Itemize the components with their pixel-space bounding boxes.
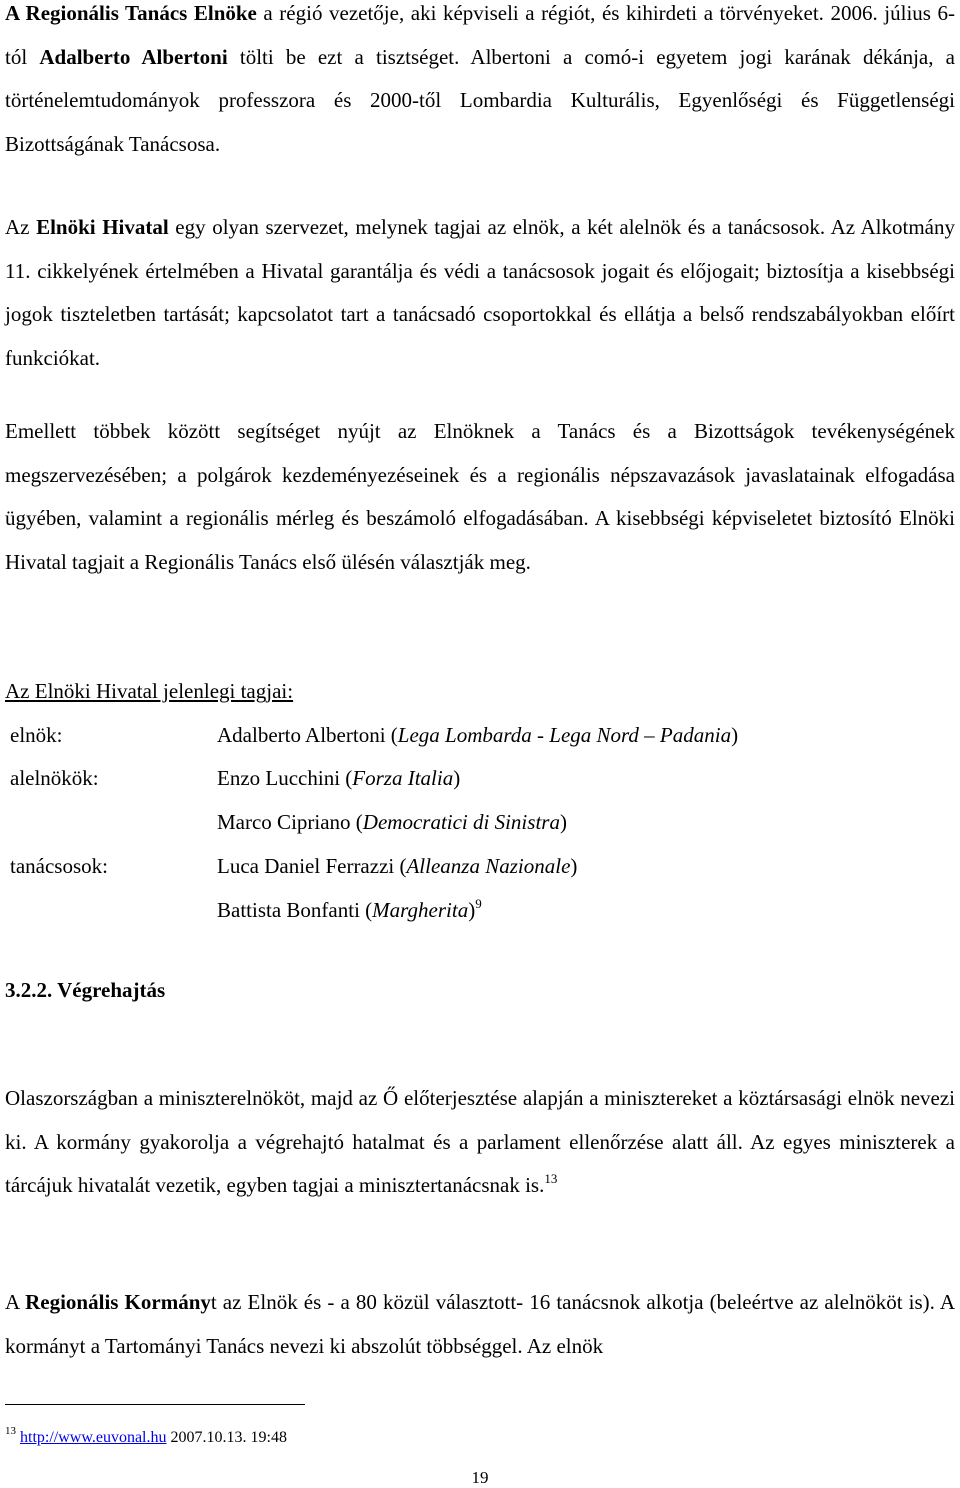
member-name bbox=[217, 714, 738, 757]
footnote-number: 13 bbox=[5, 1425, 16, 1437]
paragraph-regional-government bbox=[5, 1281, 955, 1368]
paragraph-presidential-office bbox=[5, 206, 955, 380]
text-run: A bbox=[5, 1290, 26, 1314]
footnote-ref[interactable]: 13 bbox=[544, 1171, 558, 1186]
member-party: Democratici di Sinistra bbox=[362, 810, 560, 834]
footnote-divider bbox=[5, 1404, 305, 1405]
member-party: Lega Lombarda - Lega Nord – Padania bbox=[397, 723, 732, 747]
bold-term: A Regionális Tanács Elnöke bbox=[5, 1, 257, 25]
paragraph-regional-council-president bbox=[5, 0, 955, 166]
footnote bbox=[5, 1425, 287, 1448]
member-name bbox=[217, 757, 460, 800]
paren-close: ) bbox=[559, 810, 567, 834]
member-role: alelnökök: bbox=[10, 766, 99, 790]
member-name-text: Luca Daniel Ferrazzi ( bbox=[217, 854, 407, 878]
section-heading: 3.2.2. Végrehajtás bbox=[5, 978, 166, 1002]
member-party: Alleanza Nazionale bbox=[406, 854, 571, 878]
member-role: tanácsosok: bbox=[10, 854, 108, 878]
member-name bbox=[217, 845, 577, 888]
bold-term: Elnöki Hivatal bbox=[36, 215, 169, 239]
paren-close: ) bbox=[570, 854, 578, 878]
member-name bbox=[217, 889, 482, 932]
bold-name: Adalberto Albertoni bbox=[39, 44, 228, 69]
paren-close: ) bbox=[468, 898, 476, 922]
member-role: elnök: bbox=[10, 723, 63, 747]
member-name-text: Marco Cipriano ( bbox=[217, 810, 363, 834]
paren-close: ) bbox=[731, 723, 739, 747]
bold-term: Regionális Kormány bbox=[25, 1290, 211, 1314]
members-title: Az Elnöki Hivatal jelenlegi tagjai: bbox=[5, 679, 294, 703]
member-name-text: Battista Bonfanti ( bbox=[217, 898, 373, 922]
member-party: Margherita bbox=[372, 898, 469, 922]
text-run: Az bbox=[5, 215, 37, 239]
footnote-link[interactable]: http://www.euvonal.hu bbox=[20, 1429, 167, 1446]
member-party: Forza Italia bbox=[352, 766, 454, 790]
member-name bbox=[217, 801, 567, 844]
text-run: tölti be ezt a tisztséget. Albertoni a comó-i egyetem jogi karának dékánja, a történelemtudományok professzora és 2000-től Lombardia Kulturális, Egyenlőségi és Függetlenségi Bizottságának Tanácsosa. bbox=[5, 44, 955, 156]
text-run: Olaszországban a miniszterelnököt, majd az Ő előterjesztése alapján a minisztereket a köztársasági elnök nevezi ki. A kormány gyakorolja a végrehajtó hatalmat és a parlament ellenőrzése alatt áll. Az egyes miniszterek a tárcájuk hivatalát vezetik, egyben tagjai a minisztertanácsnak is. bbox=[5, 1086, 955, 1197]
text-run: egy olyan szervezet, melynek tagjai az elnök, a két alelnök és a tanácsosok. Az Alkotmány 11. cikkelyének értelmében a Hivatal garantálja és védi a tanácsosok jogait és előjogait; biztosítja a kisebbségi jogok tiszteletben tartását; kapcsolatot tart a tanácsadó csoportokkal és ellátja a belső rendszabályokban előírt funkciókat. bbox=[5, 215, 955, 370]
text-run: t az Elnök és - a 80 közül választott- 16 tanácsnok alkotja (beleértve az alelnököt is). A kormányt a Tartományi Tanács nevezi ki abszolút többséggel. Az elnök bbox=[5, 1290, 955, 1358]
member-name-text: Enzo Lucchini ( bbox=[217, 766, 353, 790]
page-number: 19 bbox=[471, 1468, 489, 1487]
member-name-text: Adalberto Albertoni ( bbox=[217, 723, 398, 747]
footnote-date: 2007.10.13. 19:48 bbox=[166, 1429, 287, 1446]
footnote-ref[interactable]: 9 bbox=[475, 896, 482, 911]
text-run: a régió vezetője, aki képviseli a régiót, és kihirdeti a törvényeket. 2006. július 6-tól bbox=[5, 1, 955, 69]
paren-close: ) bbox=[453, 766, 461, 790]
paragraph-executive bbox=[5, 1077, 955, 1208]
paragraph-office-duties: Emellett többek között segítséget nyújt az Elnöknek a Tanács és a Bizottságok tevékenységének megszervezésében; a polgárok kezdeményezéseinek és a regionális népszavazások javaslatainak elfogadása ügyében, valamint a regionális mérleg és beszámoló elfogadásában. A kisebbségi képviseletet biztosító Elnöki Hivatal tagjait a Regionális Tanács első ülésén választják meg. bbox=[5, 419, 955, 574]
